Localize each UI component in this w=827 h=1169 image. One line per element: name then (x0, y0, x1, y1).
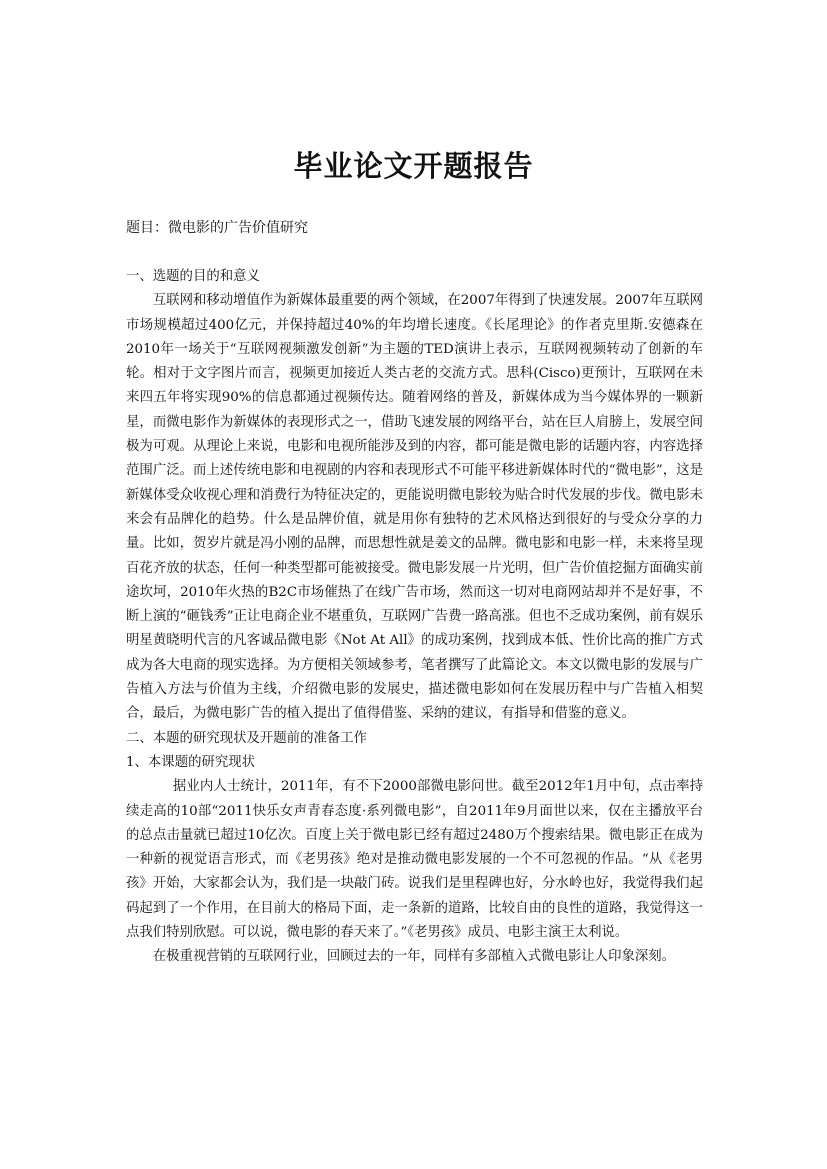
document-body (126, 265, 703, 970)
document-title: 毕业论文开题报告 (293, 149, 534, 183)
section2-paragraph-2: 在极重视营销的互联网行业，回顾过去的一年，同样有多部植入式微电影让人印象深刻。 (152, 949, 676, 965)
topic-line: 题目：微电影的广告价值研究 (126, 220, 308, 236)
section2-paragraph-1: 据业内人士统计，2011年，有不下2000部微电影问世。截至2012年1月中旬，点击率持续走高的10部“2011快乐女声青春态度·系列微电影”，自2011年9月面世以来，仅在主播放平台的总点击量就已超过10亿次。百度上关于微电影已经有超过2480万个搜索结果。微电影正在成为一种新的视觉语言形式，而《老男孩》绝对是推动微电影发展的一个不可忽视的作品。“从《老男孩》开始，大家都会认为，我们是一块敲门砖。说我们是里程碑也好，分水岭也好，我觉得我们起码起到了一个作用，在目前大的格局下面，走一条新的道路，比较自由的良性的道路，我觉得这一点我们特别欣慰。可以说，微电影的春天来了。”《老男孩》成员、电影主演王太利说。 (126, 779, 703, 941)
section2-heading: 二、本题的研究现状及开题前的准备工作 (126, 730, 368, 746)
section1-heading: 一、选题的目的和意义 (126, 269, 260, 284)
section1-paragraph: 互联网和移动增值作为新媒体最重要的两个领域，在2007年得到了快速发展。2007年互联网市场规模超过400亿元，并保持超过40%的年均增长速度。《长尾理论》的作者克里斯.安德森在2010年一场关于“互联网视频激发创新”为主题的TED演讲上表示，互联网视频转动了创新的车轮。相对于文字图片而言，视频更加接近人类古老的交流方式。思科(Cisco)更预计，互联网在未来四五年将实现90%的信息都通过视频传达。随着网络的普及，新媒体成为当今媒体界的一颗新星，而微电影作为新媒体的表现形式之一，借助飞速发展的网络平台，站在巨人肩膀上，发展空间极为可观。从理论上来说，电影和电视所能涉及到的内容，都可能是微电影的话题内容，内容选择范围广泛。而上述传统电影和电视剧的内容和表现形式不可能平移进新媒体时代的“微电影”，这是新媒体受众收视心理和消费行为特征决定的，更能说明微电影较为贴合时代发展的步伐。微电影未来会有品牌化的趋势。什么是品牌价值，就是用你有独特的艺术风格达到很好的与受众分享的力量。比如，贺岁片就是冯小刚的品牌，而思想性就是姜文的品牌。微电影和电影一样，未来将呈现百花齐放的状态，任何一种类型都可能被接受。微电影发展一片光明，但广告价值挖掘方面确实前途坎坷，2010年火热的B2C市场催热了在线广告市场，然而这一切对电商网站却并不是好事，不断上演的“砸钱秀”正让电商企业不堪重负，互联网广告费一路高涨。但也不乏成功案例，前有娱乐明星黄晓明代言的凡客诚品微电影《Not At All》的成功案例，找到成本低、性价比高的推广方式成为各大电商的现实选择。为方便相关领域参考，笔者撰写了此篇论文。本文以微电影的发展与广告植入方法与价值为主线，介绍微电影的发展史，描述微电影如何在发展历程中与广告植入相契合，最后，为微电影广告的植入提出了值得借鉴、采纳的建议，有指导和借鉴的意义。 (126, 293, 704, 722)
section2-subheading: 1、本课题的研究现状 (126, 754, 256, 770)
